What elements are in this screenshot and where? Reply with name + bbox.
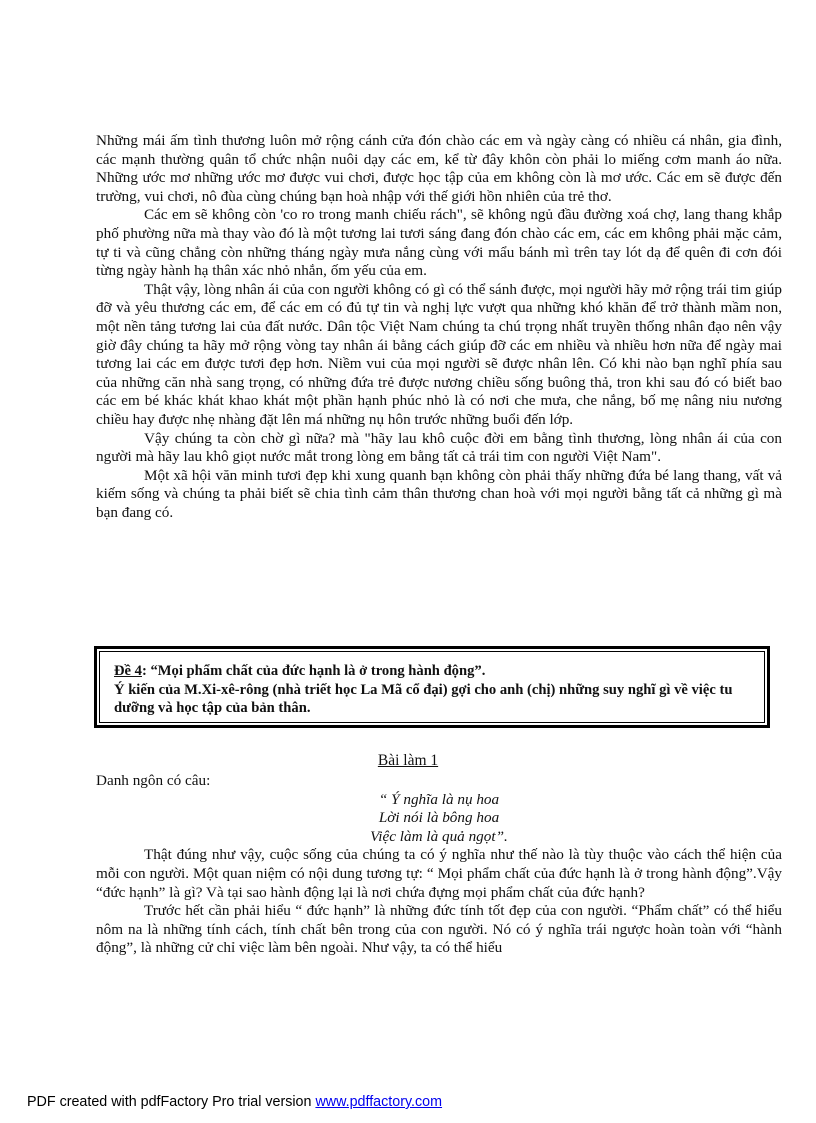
- essay-title: Bài làm 1: [377, 752, 439, 769]
- paragraph: Thật đúng như vậy, cuộc sống của chúng ta có ý nghĩa như thế nào là tùy thuộc vào cách thể hiện của mỗi con người. Một quan niệm có nội dung tương tự: “ Mọi phẩm chất của đức hạnh là ở trong hành động”.Vậy “đức hạnh” là gì? Và tại sao hành động lại là nơi chứa đựng mọi phẩm chất của đức hạnh?: [96, 846, 782, 901]
- assignment-prompt: : “Mọi phẩm chất của đức hạnh là ở trong hành động”.: [141, 663, 486, 679]
- assignment-heading: [114, 662, 754, 681]
- paragraph: Những mái ấm tình thương luôn mở rộng cánh cửa đón chào các em và ngày càng có nhiều cá nhân, gia đình, các mạnh thường quân tổ chức nhận nuôi dạy các em, kể từ đây khôn còn phải lo miếng cơm manh áo nữa. Những ước mơ những ước mơ được vui chơi, được học tập của em không còn là mơ ước. Các em sẽ được đến trường, vui chơi, nô đùa cùng chúng bạn hoà nhập với thế giới hồn nhiên của trẻ thơ.: [96, 132, 782, 205]
- essay-body: [96, 772, 782, 958]
- paragraph: Một xã hội văn minh tươi đẹp khi xung quanh bạn không còn phải thấy những đứa bé lang thang, vất vả kiếm sống và chúng ta phải biết sẽ chia tình cảm thân thương chan hoà với mọi người bằng tất cả những gì mà bạn đang có.: [96, 466, 782, 521]
- poem-line: “ Ý nghĩa là nụ hoa: [378, 790, 500, 808]
- paragraph: Vậy chúng ta còn chờ gì nữa? mà "hãy lau khô cuộc đời em bằng tình thương, lòng nhân ái của con người mà hãy lau khô giọt nước mắt trong lòng em bằng tất cả trái tim con người Việt Nam".: [96, 429, 782, 466]
- essay-section-continuation: [96, 132, 782, 522]
- paragraph: Trước hết cần phải hiểu “ đức hạnh” là những đức tính tốt đẹp của con người. “Phẩm chất” có thể hiểu nôm na là những tính cách, tính chất bên trong của con người. Nó có ý nghĩa trái ngược hoàn toàn với “hành động”, là những cử chỉ việc làm bên ngoài. Như vậy, ta có thể hiểu: [96, 902, 782, 957]
- assignment-box: [94, 646, 770, 728]
- pdf-footer: [27, 1094, 442, 1110]
- paragraph: Thật vậy, lòng nhân ái của con người không có gì có thể sánh được, mọi người hãy mở rộng trái tim giúp đỡ và yêu thương các em, để các em có đủ tự tin và nghị lực vượt qua những khó khăn để trở thành mầm non, một nền tảng tương lai của đất nước. Dân tộc Việt Nam chúng ta chú trọng nhất truyền thống nhân đạo nên vậy giờ đây chúng ta hãy mở rộng vòng tay nhân ái bằng cách giúp đỡ các em nhiều và nhiều hơn nữa để ngày mai tương lai các em được tươi đẹp hơn. Niềm vui của mọi người sẽ được nhân lên. Có khi nào bạn nghĩ phía sau của những căn nhà sang trọng, có những đứa trẻ được nương chiều sống buông thả, tron khi sau đó có biết bao các em bé khác khát khao khát một phần hạnh phúc nhỏ là có nơi che mưa, che nắng, bố mẹ nâng niu nương chiều hay được nhẹ nhàng đặt lên má những nụ hôn trước những buổi đến lớp.: [96, 280, 782, 428]
- poem-line: Việc làm là quả ngọt”.: [370, 827, 508, 845]
- quoted-poem: [96, 791, 782, 847]
- assignment-label: Đề 4: [114, 663, 142, 679]
- poem-line: Lời nói là bông hoa: [378, 809, 500, 827]
- assignment-inner-border: [99, 651, 765, 723]
- assignment-question: Ý kiến của M.Xi-xê-rông (nhà triết học La Mã cổ đại) gợi cho anh (chị) những suy nghĩ gì về việc tu dưỡng và học tập của bản thân.: [114, 681, 733, 716]
- footer-text: PDF created with pdfFactory Pro trial version: [27, 1094, 316, 1110]
- footer-link[interactable]: www.pdffactory.com: [315, 1094, 443, 1110]
- paragraph: Các em sẽ không còn 'co ro trong manh chiếu rách", sẽ không ngủ đầu đường xoá chợ, lang thang khắp phố phường nữa mà thay vào đó là một tương lai tươi sáng đang đón chào các em, các em không phải mặc cảm, tự ti và cũng chẳng còn những tháng ngày mưa nắng cùng với mẩu bánh mì trên tay lót dạ để quên đi cơn đói từng ngày hành hạ thân xác nhỏ nhắn, ốm yếu của em.: [96, 206, 782, 280]
- essay-intro: Danh ngôn có câu:: [96, 772, 211, 789]
